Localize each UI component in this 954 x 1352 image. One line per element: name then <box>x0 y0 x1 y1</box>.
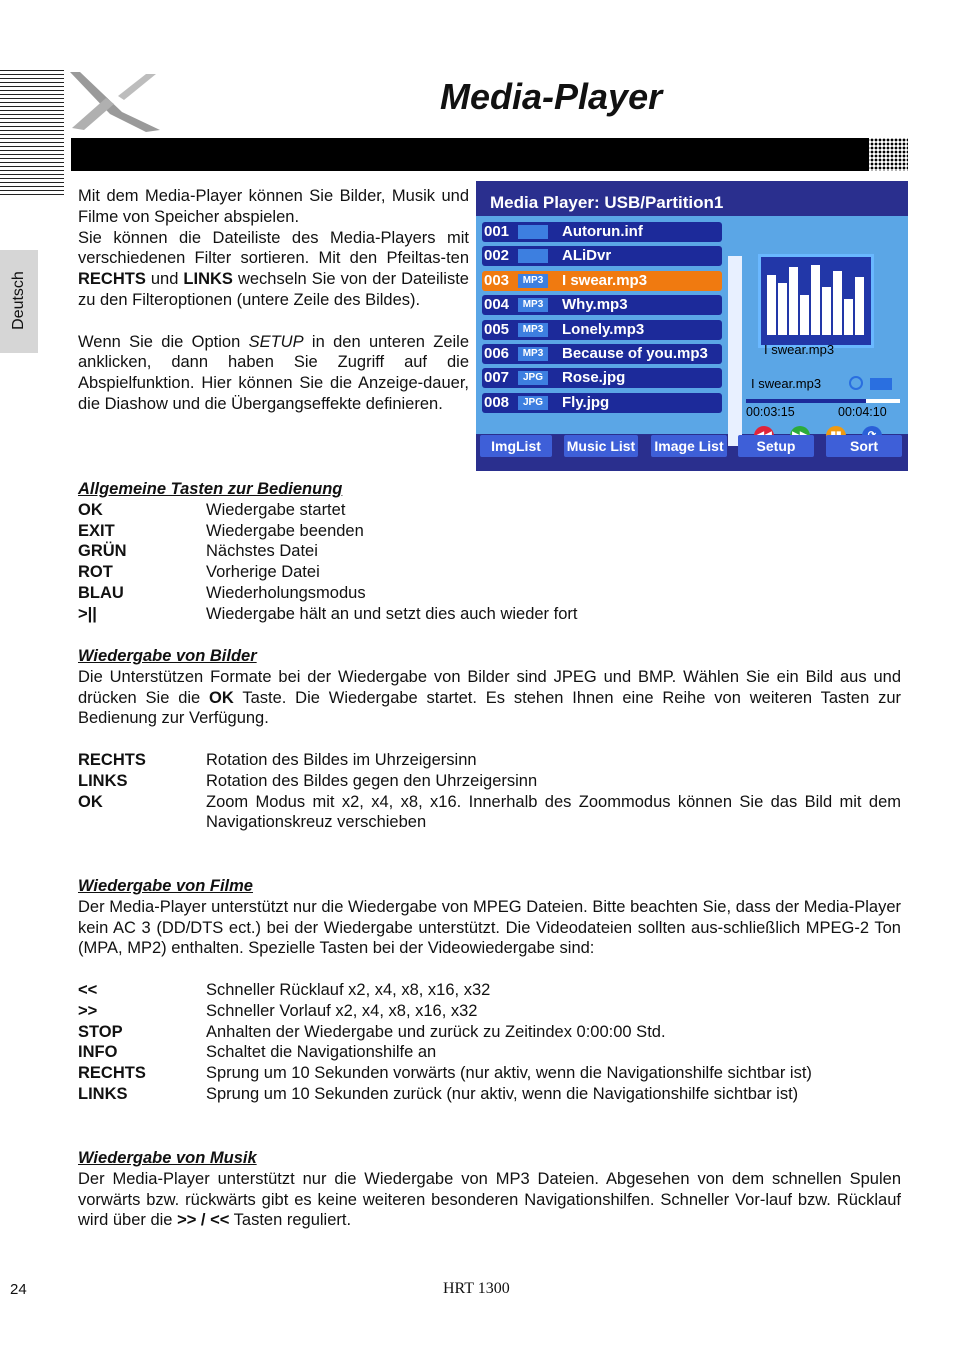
file-row[interactable] <box>482 393 722 413</box>
key-description: Anhalten der Wiedergabe und zurück zu Zeitindex 0:00:00 Std. <box>206 1022 666 1041</box>
screenshot-panel <box>476 216 908 434</box>
key-description: Wiedergabe startet <box>206 500 346 519</box>
preview-bar <box>822 287 831 335</box>
preview-bar <box>811 265 820 335</box>
tab-imglist[interactable]: ImgList <box>480 435 552 457</box>
file-type-badge: MP3 <box>518 323 548 337</box>
media-player-screenshot <box>476 181 908 471</box>
title-bar <box>71 138 869 171</box>
preview-bar <box>778 283 787 335</box>
key-name: LINKS <box>78 771 128 790</box>
key-name: >> <box>78 1001 98 1020</box>
intro-paragraph-2: Wenn Sie die Option SETUP in den unteren Zeile anklicken, dann haben Sie Zugriff auf die Abspielfunktion. Hier können Sie die Anzeige-dauer, die Diashow und die Übergangseffekte definieren. <box>78 332 470 413</box>
preview-bar <box>833 271 842 335</box>
language-label: Deutsch <box>10 271 27 330</box>
repeat-folder-icon <box>848 374 898 392</box>
model-name: HRT 1300 <box>443 1280 510 1297</box>
file-type-badge: JPG <box>518 396 548 410</box>
movies-section <box>78 876 901 1105</box>
time-current: 00:03:15 <box>746 405 795 419</box>
file-type-badge: MP3 <box>518 298 548 312</box>
progress-bar <box>746 399 900 403</box>
key-description: Wiederholungsmodus <box>206 583 366 602</box>
title-bar-pattern <box>866 138 908 171</box>
file-type-badge: MP3 <box>518 274 548 288</box>
brand-logo-icon <box>66 68 166 134</box>
key-name: INFO <box>78 1043 118 1062</box>
screenshot-title: Media Player: USB/Partition1 <box>490 193 724 212</box>
general-keys-list <box>78 500 901 625</box>
file-number: 006 <box>484 345 510 362</box>
key-name: OK <box>78 500 103 519</box>
file-type-badge: MP3 <box>518 347 548 361</box>
file-number: 005 <box>484 320 510 338</box>
movies-keys-list <box>78 980 901 1105</box>
key-row <box>78 750 901 771</box>
file-row[interactable] <box>482 368 722 388</box>
intro-text <box>78 186 469 415</box>
key-description: Zoom Modus mit x2, x4, x8, x16. Innerhalb des Zoommodus können Sie das Bild mit dem Navigationskreuz verschieben <box>206 792 901 832</box>
key-row <box>78 1042 901 1063</box>
key-name: RECHTS <box>78 750 146 769</box>
key-name: ROT <box>78 563 113 582</box>
page-title: Media-Player <box>440 76 663 117</box>
file-type-badge: JPG <box>518 371 548 385</box>
file-row[interactable] <box>482 344 722 364</box>
preview-name: I swear.mp3 <box>764 342 835 357</box>
preview-bar <box>800 295 809 335</box>
file-row[interactable] <box>482 222 722 242</box>
file-name: Rose.jpg <box>562 369 626 387</box>
key-row <box>78 792 901 834</box>
general-keys-section <box>78 479 901 625</box>
file-name: Fly.jpg <box>562 393 610 411</box>
images-keys-list <box>78 750 901 833</box>
file-name: Why.mp3 <box>562 296 628 314</box>
images-section <box>78 646 901 833</box>
file-row[interactable] <box>482 295 722 315</box>
key-name: LINKS <box>78 1084 128 1103</box>
music-heading: Wiedergabe von Musik <box>78 1149 257 1167</box>
file-number: 003 <box>484 271 510 289</box>
key-description: Sprung um 10 Sekunden vorwärts (nur aktiv, wenn die Navigationshilfe sichtbar ist) <box>206 1064 812 1083</box>
folder-icon <box>518 249 548 263</box>
tab-setup[interactable]: Setup <box>738 435 814 457</box>
movies-heading: Wiedergabe von Filme <box>78 877 253 895</box>
file-number: 002 <box>484 247 510 265</box>
scrollbar[interactable] <box>728 256 742 446</box>
file-name: Lonely.mp3 <box>562 320 645 338</box>
key-row <box>78 562 901 583</box>
file-number: 001 <box>484 223 510 240</box>
file-number: 007 <box>484 369 510 387</box>
general-keys-heading: Allgemeine Tasten zur Bedienung <box>78 480 343 498</box>
preview-bar <box>844 299 853 335</box>
key-row <box>78 521 901 542</box>
key-description: Nächstes Datei <box>206 542 318 561</box>
key-description: Schaltet die Navigationshilfe an <box>206 1043 437 1062</box>
movies-text: Der Media-Player unterstützt nur die Wiedergabe von MPEG Dateien. Bitte beachten Sie, dass der Media-Player kein AC 3 (DD/DTS ect.) bei der Wiedergabe unterstützt. Die Videodateien sollten aus-schließlich MPEG-2 Ton (MPA, MP2) enthalten. Spezielle Tasten bei der Videowiedergabe sind: <box>78 897 901 958</box>
music-section <box>78 1148 901 1231</box>
file-number: 008 <box>484 393 510 411</box>
file-number: 004 <box>484 296 510 314</box>
file-row[interactable] <box>482 246 722 266</box>
key-description: Sprung um 10 Sekunden zurück (nur aktiv, wenn die Navigationshilfe sichtbar ist) <box>206 1084 799 1103</box>
time-total: 00:04:10 <box>838 405 887 419</box>
preview-bar <box>789 267 798 335</box>
key-row <box>78 1001 901 1022</box>
playing-name: I swear.mp3 <box>751 376 822 391</box>
tab-music-list[interactable]: Music List <box>564 435 638 457</box>
page-number: 24 <box>10 1281 27 1298</box>
file-row[interactable] <box>482 320 722 340</box>
key-row <box>78 1022 901 1043</box>
key-name: << <box>78 980 98 999</box>
key-row <box>78 541 901 562</box>
key-row <box>78 1063 901 1084</box>
key-description: Rotation des Bildes im Uhrzeigersinn <box>206 750 477 769</box>
images-text: Die Unterstützen Formate bei der Wiedergabe von Bilder sind JPEG und BMP. Wählen Sie ein Bild aus und drücken Sie die OK Taste. Die Wiedergabe startet. Es stehen Ihnen eine Reihe von weiteren Tasten zur Bedienung zur Verfügung. <box>78 667 901 728</box>
intro-paragraph-1: Mit dem Media-Player können Sie Bilder, Musik und Filme von Speicher abspielen. Sie können die Dateiliste des Media-Players mit verschiedenen Filter sortieren. Mit den Pfeiltas-ten RECHTS und LINKS wechseln Sie von der Dateiliste zu den Filteroptionen (untere Zeile des Bildes). <box>78 187 469 309</box>
key-description: Rotation des Bildes gegen den Uhrzeigersinn <box>206 771 538 790</box>
album-art-preview <box>758 254 874 348</box>
key-name: RECHTS <box>78 1064 146 1083</box>
preview-bar <box>767 275 776 335</box>
file-name: ALiDvr <box>562 247 612 265</box>
images-heading: Wiedergabe von Bilder <box>78 647 257 665</box>
music-text: Der Media-Player unterstützt nur die Wiedergabe von MP3 Dateien. Abgesehen von dem schnellen Spulen vorwärts bzw. rückwärts gibt es keine weiteren besonderen Navigationshilfen. Schneller Vor-lauf bzw. Rücklauf wird über die >> / << Tasten reguliert. <box>78 1169 901 1230</box>
key-description: Schneller Rücklauf x2, x4, x8, x16, x32 <box>206 980 491 999</box>
key-row <box>78 500 901 521</box>
key-description: Vorherige Datei <box>206 563 320 582</box>
tab-image-list[interactable]: Image List <box>651 435 727 457</box>
key-name: OK <box>78 792 103 811</box>
progress-fill <box>746 399 866 403</box>
tab-sort[interactable]: Sort <box>826 435 902 457</box>
file-name: I swear.mp3 <box>562 271 648 289</box>
key-name: BLAU <box>78 583 124 602</box>
decorative-stripes <box>0 70 64 195</box>
key-row <box>78 771 901 792</box>
key-description: Wiedergabe hält an und setzt dies auch wieder fort <box>206 604 578 623</box>
preview-bar <box>855 277 864 335</box>
key-row <box>78 980 901 1001</box>
key-description: Schneller Vorlauf x2, x4, x8, x16, x32 <box>206 1001 478 1020</box>
key-name: EXIT <box>78 521 115 540</box>
file-row[interactable] <box>482 271 722 291</box>
key-name: GRÜN <box>78 542 127 561</box>
file-name: Autorun.inf <box>562 223 643 240</box>
key-row <box>78 1084 901 1105</box>
key-name: STOP <box>78 1022 123 1041</box>
key-description: Wiedergabe beenden <box>206 521 364 540</box>
folder-icon <box>518 225 548 239</box>
key-name: >|| <box>78 604 97 623</box>
file-name: Because of you.mp3 <box>562 345 708 362</box>
key-row <box>78 604 901 625</box>
key-row <box>78 583 901 604</box>
